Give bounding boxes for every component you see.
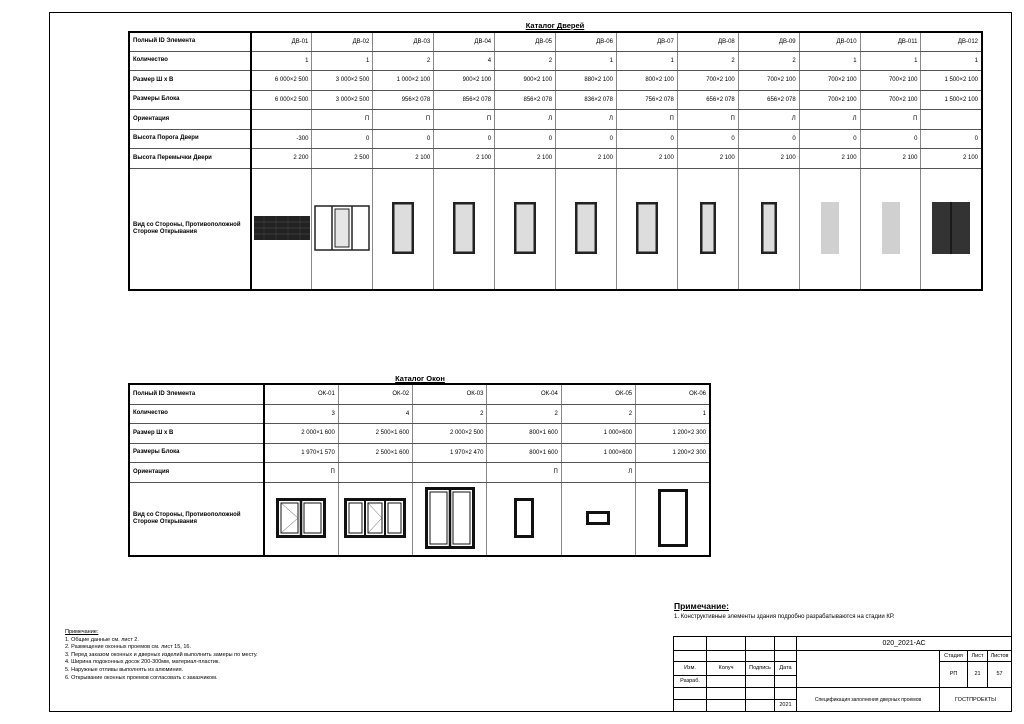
table-cell: 2 100 [556, 148, 617, 168]
table-cell: ДВ-06 [556, 32, 617, 51]
row-label: Высота Порога Двери [129, 129, 251, 148]
table-cell: 2 [738, 51, 799, 70]
table-cell: ДВ-011 [860, 32, 921, 51]
table-cell: П [264, 462, 338, 482]
table-cell: 2 [413, 404, 487, 423]
table-cell: 2 000×1 600 [264, 423, 338, 443]
table-cell: Л [556, 109, 617, 129]
table-row [129, 90, 982, 109]
table-cell: 0 [738, 129, 799, 148]
table-cell: 0 [616, 129, 677, 148]
table-cell: 700×2 100 [677, 70, 738, 90]
row-label: Вид со Стороны, Противоположной Стороне Открывания [129, 482, 264, 556]
table-cell: 880×2 100 [556, 70, 617, 90]
table-cell: 2 500×1 600 [338, 423, 412, 443]
windows-catalog-table [128, 383, 711, 557]
table-cell: 700×2 100 [738, 70, 799, 90]
table-cell: 0 [921, 129, 982, 148]
windows-catalog-title: Каталог Окон [395, 374, 445, 383]
window-tall-icon [658, 543, 688, 549]
table-cell: 2 100 [373, 148, 434, 168]
window-narrow-icon [514, 534, 534, 540]
organization: ГОСТПРОЕКТЫ [955, 697, 996, 703]
table-cell: ДВ-012 [921, 32, 982, 51]
table-cell: 800×1 600 [487, 423, 561, 443]
view-cell [921, 168, 982, 290]
table-cell: 1 [312, 51, 373, 70]
sheet-description: Спецификация заполнения дверных проемов [814, 697, 922, 703]
table-cell: 1 500×2 100 [921, 70, 982, 90]
table-cell [251, 109, 312, 129]
table-cell: 700×2 100 [860, 90, 921, 109]
table-cell: 6 000×2 500 [251, 70, 312, 90]
table-cell: 2 [487, 404, 561, 423]
table-cell: ОК-04 [487, 384, 561, 404]
view-cell [738, 168, 799, 290]
table-cell: П [312, 109, 373, 129]
table-cell: П [434, 109, 495, 129]
window-2pane-icon [276, 534, 326, 540]
table-cell: ОК-02 [338, 384, 412, 404]
table-cell: 856×2 078 [495, 90, 556, 109]
table-cell: 1 200×2 300 [636, 423, 710, 443]
table-cell: 0 [495, 129, 556, 148]
table-cell: 2 100 [616, 148, 677, 168]
table-cell: Л [738, 109, 799, 129]
view-cell [561, 482, 635, 556]
table-row [129, 70, 982, 90]
view-cell [264, 482, 338, 556]
table-cell: 0 [373, 129, 434, 148]
project-code: 020_2021-АС [882, 640, 926, 647]
table-cell: 856×2 078 [434, 90, 495, 109]
notes-left-item: 5. Наружные отливы выполнять из алюминия. [65, 666, 184, 673]
table-cell: 4 [338, 404, 412, 423]
row-label: Полный ID Элемента [129, 32, 251, 51]
view-cell [251, 168, 312, 290]
table-cell: П [487, 462, 561, 482]
table-cell: 2 [561, 404, 635, 423]
notes-left [65, 629, 258, 682]
table-cell: -300 [251, 129, 312, 148]
doors-catalog-table [128, 31, 983, 291]
table-cell: 4 [434, 51, 495, 70]
view-cell [434, 168, 495, 290]
door-icon [453, 250, 475, 256]
table-cell: 1 [616, 51, 677, 70]
table-cell: 2 100 [799, 148, 860, 168]
table-cell: 3 [264, 404, 338, 423]
table-row [129, 482, 710, 556]
table-cell: 800×1 600 [487, 443, 561, 462]
table-cell: 700×2 100 [799, 70, 860, 90]
table-cell: 0 [677, 129, 738, 148]
table-cell: 1 500×2 100 [921, 90, 982, 109]
table-cell: 900×2 100 [495, 70, 556, 90]
view-cell [616, 168, 677, 290]
table-cell: 1 [636, 404, 710, 423]
view-cell [338, 482, 412, 556]
table-cell: 656×2 078 [738, 90, 799, 109]
table-cell: 2 100 [434, 148, 495, 168]
table-row [129, 404, 710, 423]
table-row [129, 384, 710, 404]
row-label: Вид со Стороны, Противоположной Стороне Открывания [129, 168, 251, 290]
table-row [129, 423, 710, 443]
table-row [129, 109, 982, 129]
data-label: Дата [779, 665, 792, 671]
table-cell: 1 000×600 [561, 423, 635, 443]
table-cell [338, 462, 412, 482]
sheet-value: 21 [974, 671, 981, 677]
table-cell: 1 [921, 51, 982, 70]
table-cell: 1 970×2 470 [413, 443, 487, 462]
door-icon [636, 250, 658, 256]
table-cell: 2 [373, 51, 434, 70]
gate-icon [254, 236, 310, 242]
doors-catalog-title: Каталог Дверей [525, 21, 585, 30]
table-cell: 0 [556, 129, 617, 148]
notes-left-item: 3. Перед заказом оконных и дверных изделий выполнить замеры по месту. [65, 651, 258, 658]
window-tall-2pane-icon [425, 545, 475, 551]
table-cell: 2 100 [495, 148, 556, 168]
view-cell [799, 168, 860, 290]
notes-left-item: 2. Размещение оконных проемов см. лист 15, 16. [65, 644, 192, 651]
table-cell: 1 200×2 300 [636, 443, 710, 462]
notes-left-title: Примечание: [65, 629, 99, 635]
table-cell: 700×2 100 [860, 70, 921, 90]
table-cell: 1 [860, 51, 921, 70]
table-cell: ОК-01 [264, 384, 338, 404]
door-icon [514, 250, 536, 256]
note-right-title: Примечание: [674, 601, 729, 611]
year: 2021 [779, 702, 792, 708]
view-cell [636, 482, 710, 556]
table-cell [636, 462, 710, 482]
table-row [129, 443, 710, 462]
table-cell: 1 [251, 51, 312, 70]
table-cell: 2 100 [860, 148, 921, 168]
table-cell: ОК-03 [413, 384, 487, 404]
table-cell: 756×2 078 [616, 90, 677, 109]
table-cell: 800×2 100 [616, 70, 677, 90]
table-cell: 0 [799, 129, 860, 148]
table-cell: 1 [556, 51, 617, 70]
notes-left-item: 4. Ширина подоконных досок 200-300мм, материал-пластик. [65, 659, 220, 666]
door-icon [392, 250, 414, 256]
door-narrow-icon [761, 250, 777, 256]
podpis-label: Подпись [749, 665, 771, 671]
table-cell: ДВ-08 [677, 32, 738, 51]
row-label: Количество [129, 51, 251, 70]
glass-door-icon [821, 250, 839, 256]
dark-double-door-icon [932, 250, 970, 256]
table-cell: Л [495, 109, 556, 129]
table-cell: П [373, 109, 434, 129]
table-row [129, 168, 982, 290]
notes-left-item: 1. Общие данные см. лист 2. [65, 636, 139, 643]
view-cell [413, 482, 487, 556]
table-cell: ОК-05 [561, 384, 635, 404]
sheet-header: Лист [971, 653, 984, 659]
stage-value: РП [949, 671, 958, 677]
table-cell: 0 [434, 129, 495, 148]
table-row [129, 148, 982, 168]
table-cell: 900×2 100 [434, 70, 495, 90]
table-cell: ДВ-01 [251, 32, 312, 51]
table-cell: 1 970×1 570 [264, 443, 338, 462]
table-cell: 6 000×2 500 [251, 90, 312, 109]
table-cell: 0 [860, 129, 921, 148]
table-cell: П [616, 109, 677, 129]
table-cell: 700×2 100 [799, 90, 860, 109]
notes-left-item: 6. Открывание оконных проемов согласовать с заказчиком. [65, 674, 218, 681]
row-label: Размеры Блока [129, 443, 264, 462]
table-cell: 2 200 [251, 148, 312, 168]
table-cell: 2 500×1 600 [338, 443, 412, 462]
view-cell [860, 168, 921, 290]
table-cell: 656×2 078 [677, 90, 738, 109]
izm-label: Изм. [684, 665, 696, 671]
view-cell [495, 168, 556, 290]
table-cell: 2 [677, 51, 738, 70]
table-cell: 2 100 [738, 148, 799, 168]
view-cell [487, 482, 561, 556]
table-cell: Л [561, 462, 635, 482]
table-cell: ДВ-010 [799, 32, 860, 51]
table-cell: 956×2 078 [373, 90, 434, 109]
table-cell: ДВ-09 [738, 32, 799, 51]
double-door-icon [314, 247, 370, 253]
table-row [129, 51, 982, 70]
table-cell: ДВ-07 [616, 32, 677, 51]
view-cell [556, 168, 617, 290]
table-cell: П [860, 109, 921, 129]
table-cell [413, 462, 487, 482]
razrab-label: Разраб. [680, 678, 700, 684]
table-cell: 1 000×600 [561, 443, 635, 462]
view-cell [677, 168, 738, 290]
table-cell: ДВ-03 [373, 32, 434, 51]
table-cell: 2 100 [677, 148, 738, 168]
row-label: Размер Ш х В [129, 70, 251, 90]
note-right-text: 1. Конструктивные элементы здания подробно разрабатываются на стадии КР. [674, 614, 895, 620]
table-cell: Л [799, 109, 860, 129]
table-cell: 0 [312, 129, 373, 148]
row-label: Ориентация [129, 462, 264, 482]
row-label: Размеры Блока [129, 90, 251, 109]
table-cell: ДВ-04 [434, 32, 495, 51]
table-cell [921, 109, 982, 129]
sheets-header: Листов [990, 653, 1009, 659]
sheets-value: 57 [996, 671, 1003, 677]
row-label: Полный ID Элемента [129, 384, 264, 404]
table-cell: 3 000×2 500 [312, 90, 373, 109]
window-small-icon [586, 521, 610, 527]
table-cell: ДВ-05 [495, 32, 556, 51]
table-cell: 2 100 [921, 148, 982, 168]
row-label: Количество [129, 404, 264, 423]
table-row [129, 129, 982, 148]
table-cell: 1 [799, 51, 860, 70]
table-cell: 3 000×2 500 [312, 70, 373, 90]
door-narrow-icon [700, 250, 716, 256]
table-cell: ОК-06 [636, 384, 710, 404]
table-row [129, 462, 710, 482]
stage-header: Стадия [944, 653, 963, 659]
row-label: Ориентация [129, 109, 251, 129]
door-icon [575, 250, 597, 256]
koluch-label: Колуч [718, 665, 734, 671]
table-cell: П [677, 109, 738, 129]
title-block [673, 636, 1012, 712]
row-label: Высота Перемычки Двери [129, 148, 251, 168]
table-cell: 2 [495, 51, 556, 70]
table-cell: 1 000×2 100 [373, 70, 434, 90]
view-cell [312, 168, 373, 290]
row-label: Размер Ш х В [129, 423, 264, 443]
table-cell: 2 500 [312, 148, 373, 168]
window-3pane-icon [344, 534, 406, 540]
table-cell: 836×2 078 [556, 90, 617, 109]
table-cell: 2 000×2 500 [413, 423, 487, 443]
view-cell [373, 168, 434, 290]
glass-door-icon [882, 250, 900, 256]
table-cell: ДВ-02 [312, 32, 373, 51]
table-row [129, 32, 982, 51]
